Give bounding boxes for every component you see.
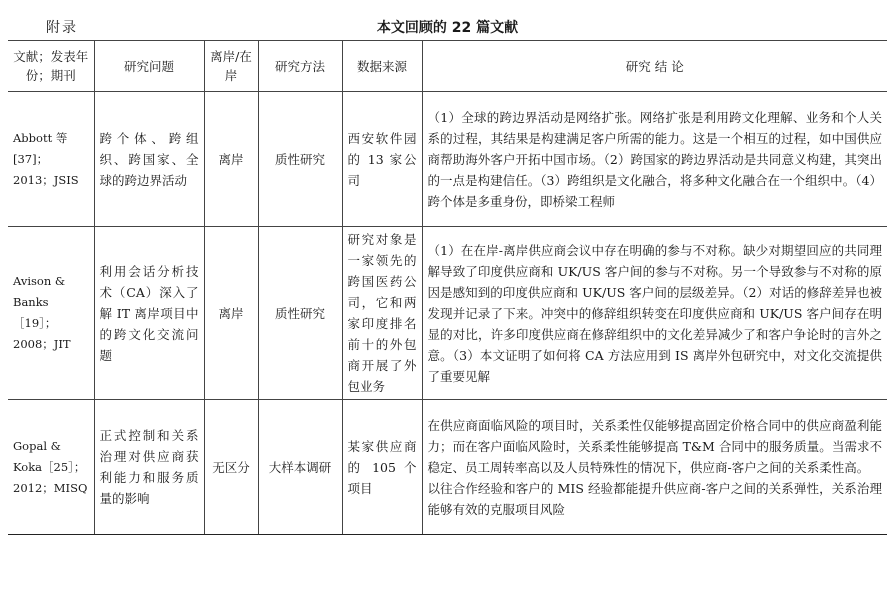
cell-question: 利用会话分析技术（CA）深入了解 IT 离岸项目中的跨文化交流问题 <box>94 227 204 400</box>
cell-question: 跨个体、跨组织、跨国家、全球的跨边界活动 <box>94 92 204 227</box>
cell-conclusion <box>422 227 887 400</box>
conclusion-paragraph: （1）全球的跨边界活动是网络扩张。网络扩张是利用跨文化理解、业务和个人关系的过程，其结果是构建满足客户所需的能力。这是一个相互的过程，如中国供应商帮助海外客户开拓中国市场。（2）跨国家的跨边界活动是共同意义构建，其突出的一点是构建信任。（3）跨组织是文化融合，将多种文化融合在一个组织中。（4）跨个体是多重身份，即桥梁工程师 <box>427 109 882 209</box>
column-header-question: 研究问题 <box>94 41 204 92</box>
column-header-offshore: 离岸/在岸 <box>204 41 258 92</box>
cell-source: Abbott 等[37]；2013；JSIS <box>8 92 94 227</box>
literature-table <box>8 40 887 535</box>
cell-method: 大样本调研 <box>258 400 342 535</box>
cell-offshore: 离岸 <box>204 227 258 400</box>
cell-offshore: 无区分 <box>204 400 258 535</box>
table-row <box>8 92 887 227</box>
conclusion-paragraph: 在供应商面临风险的项目时，关系柔性仅能够提高固定价格合同中的供应商盈利能力；而在客户面临风险时，关系柔性能够提高 T&M 合同中的服务质量。当需求不稳定、员工周转率高以及人员特殊性的情况下，供应商-客户之间的关系柔性高。 <box>427 417 882 475</box>
cell-conclusion <box>422 400 887 535</box>
cell-question: 正式控制和关系治理对供应商获利能力和服务质量的影响 <box>94 400 204 535</box>
column-header-source: 文献；发表年份；期刊 <box>8 41 94 92</box>
cell-method: 质性研究 <box>258 92 342 227</box>
column-header-method: 研究方法 <box>258 41 342 92</box>
cell-method: 质性研究 <box>258 227 342 400</box>
cell-data: 某家供应商的 105 个项目 <box>342 400 422 535</box>
conclusion-paragraph: 以往合作经验和客户的 MIS 经验都能提升供应商-客户之间的关系弹性，关系治理能够有效的克服项目风险 <box>427 480 882 517</box>
cell-offshore: 离岸 <box>204 92 258 227</box>
table-title: 本文回顾的 22 篇文献 <box>376 20 519 36</box>
cell-data: 研究对象是一家领先的跨国医药公司，它和两家印度排名前十的外包商开展了外包业务 <box>342 227 422 400</box>
table-header-row <box>8 41 887 92</box>
cell-conclusion <box>422 92 887 227</box>
cell-source: Avison & Banks［19］；2008；JIT <box>8 227 94 400</box>
column-header-conclusion: 研究 结 论 <box>422 41 887 92</box>
appendix-label: 附录 <box>46 20 78 36</box>
table-row <box>8 400 887 535</box>
cell-data: 西安软件园的 13 家公司 <box>342 92 422 227</box>
cell-source: Gopal & Koka［25］；2012；MISQ <box>8 400 94 535</box>
conclusion-paragraph: （1）在在岸-离岸供应商会议中存在明确的参与不对称。缺少对期望回应的共同理解导致了印度供应商和 UK/US 客户间的参与不对称。另一个导致参与不对称的原因是感知到的印度供应商和 UK/US 客户间的层级差异。（2）对话的修辞差异也被发现并记录了下来。冲突中的修辞组织转变在印度供应商和 UK/US 客户间存在明显的对比，许多印度供应商在修辞组织中的文化差异减少了和客户争论时的言外之意。（3）本文证明了如何将 CA 方法应用到 IS 离岸外包研究中，对文化交流提供了重要见解 <box>427 242 882 384</box>
table-row <box>8 227 887 400</box>
column-header-data: 数据来源 <box>342 41 422 92</box>
